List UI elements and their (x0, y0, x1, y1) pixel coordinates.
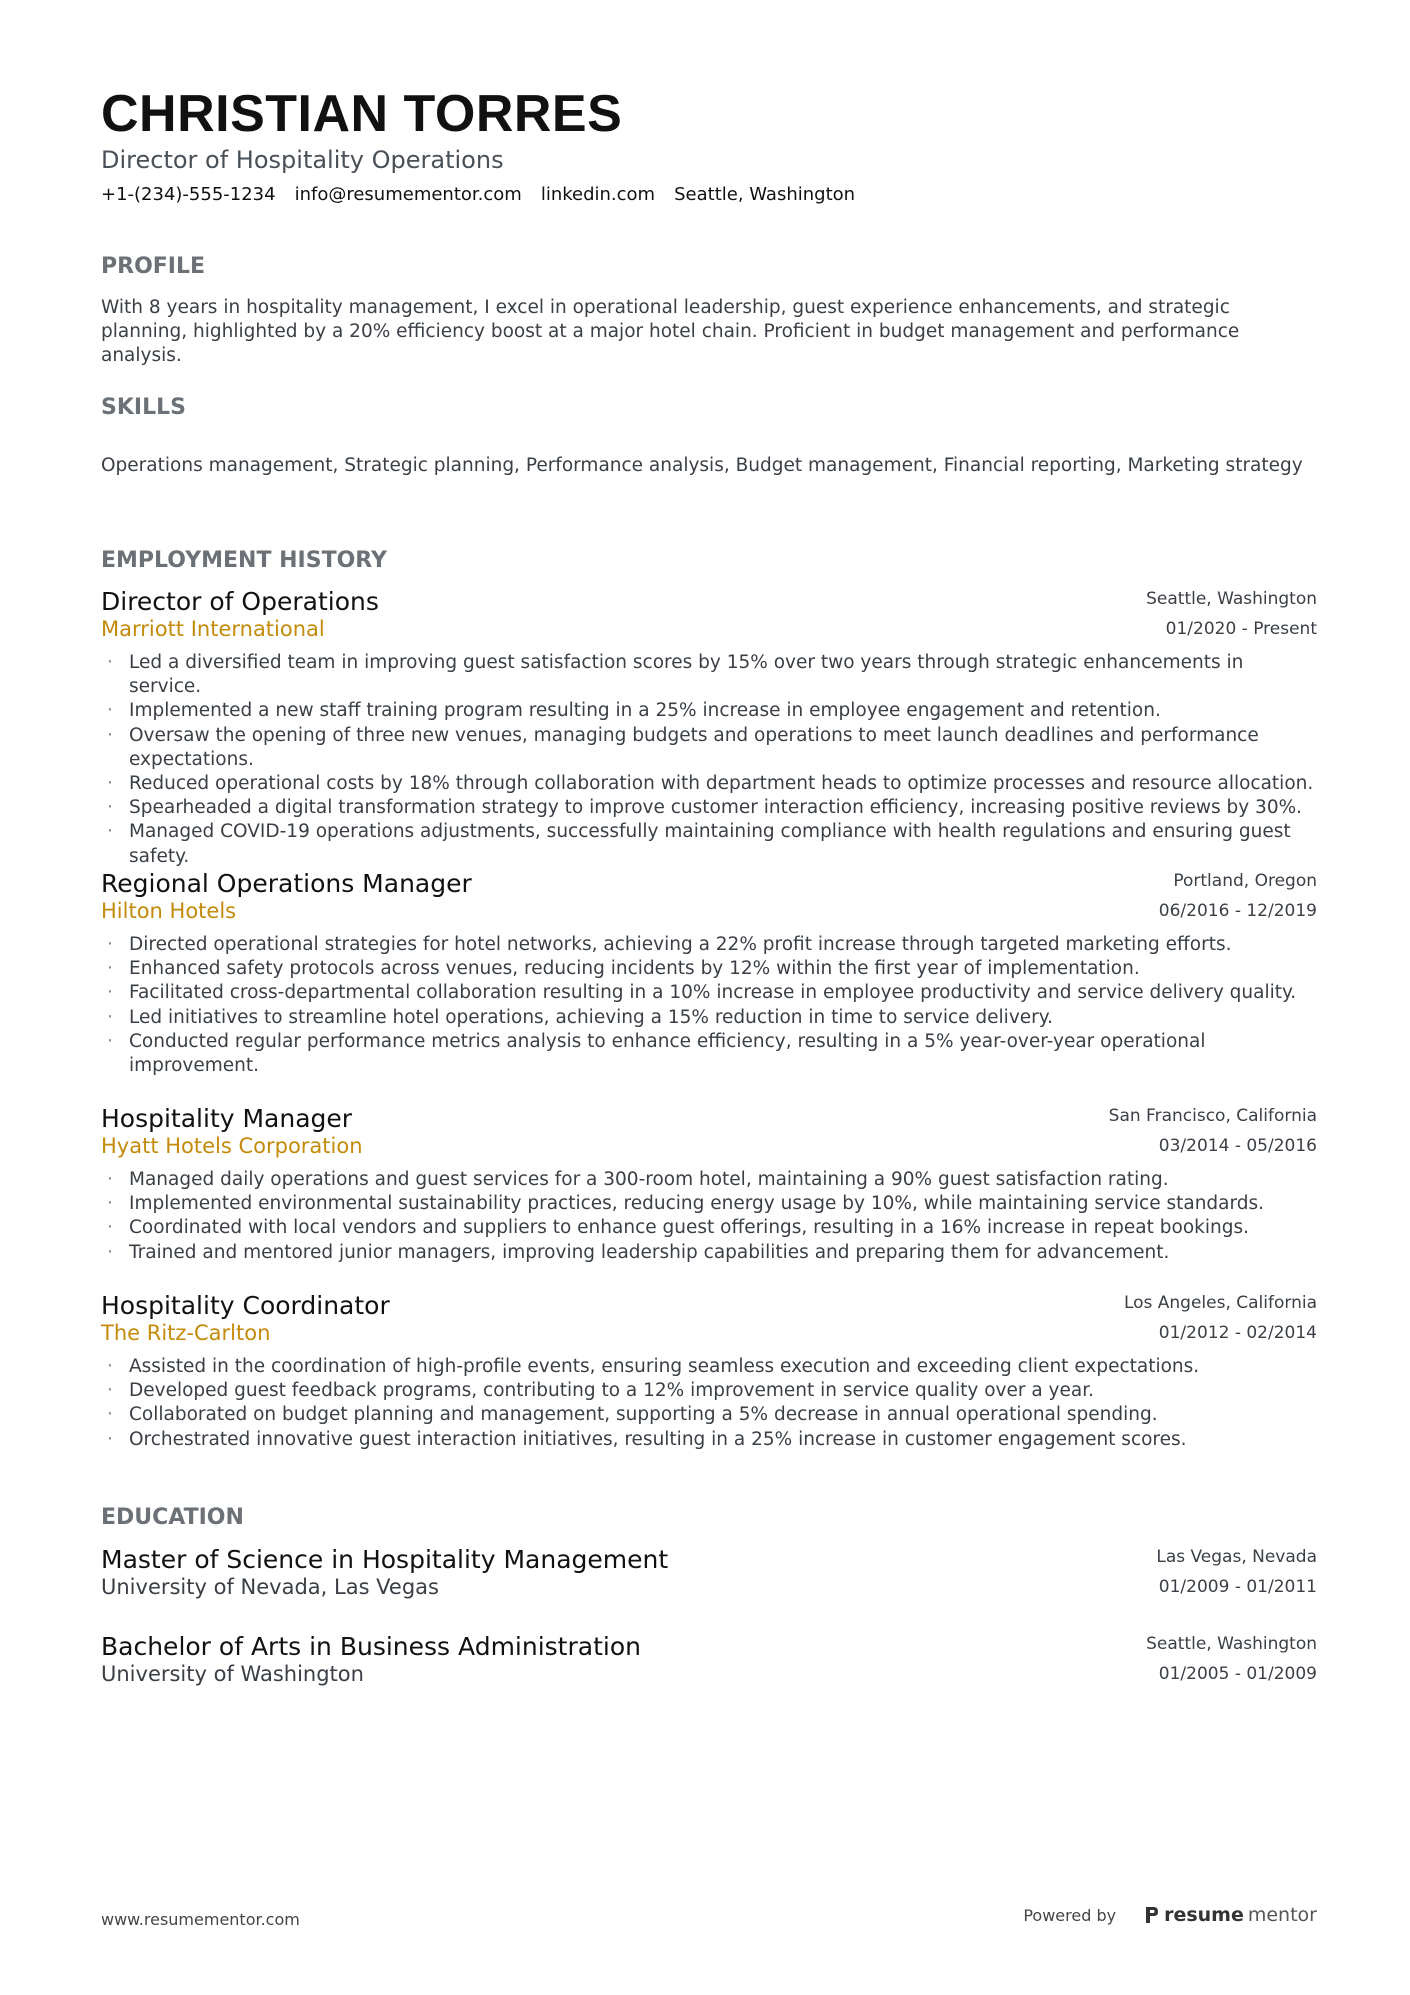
brand-name-part2: mentor (1247, 1904, 1317, 1926)
education-location: Seattle, Washington (1146, 1634, 1317, 1654)
list-item: · Orchestrated innovative guest interaction initiatives, resulting in a 25% increase in customer engagement scores. (107, 1428, 1187, 1450)
job-bullets (101, 933, 1317, 1078)
job-role: Director of Operations (101, 587, 379, 616)
education-dates: 01/2009 - 01/2011 (1158, 1577, 1317, 1597)
list-item: · Enhanced safety protocols across venues, reducing incidents by 12% within the first year of implementation. (107, 958, 1140, 980)
job-subheader (101, 899, 1317, 929)
job-header (101, 587, 1317, 617)
job-role: Hospitality Coordinator (101, 1291, 390, 1320)
education-header (101, 1545, 1317, 1575)
job-subheader (101, 617, 1317, 647)
contact-phone: +1-(234)-555-1234 (101, 184, 276, 205)
education-degree: Master of Science in Hospitality Management (101, 1545, 669, 1574)
brand-name-part1: resume (1164, 1904, 1244, 1926)
job-dates: 06/2016 - 12/2019 (1158, 901, 1317, 921)
list-item: · Coordinated with local vendors and suppliers to enhance guest offerings, resulting in a 16% increase in repeat bookings. (107, 1217, 1249, 1239)
footer-website[interactable]: www.resumementor.com (101, 1910, 300, 1929)
powered-by-label: Powered by (1023, 1905, 1117, 1925)
skills-heading: SKILLS (101, 395, 186, 420)
resumementor-logo-icon (1144, 1905, 1160, 1925)
job-dates: 03/2014 - 05/2016 (1158, 1136, 1317, 1156)
candidate-name: CHRISTIAN TORRES (101, 85, 623, 143)
profile-heading: PROFILE (101, 254, 206, 279)
job-bullets (101, 1355, 1317, 1452)
candidate-title: Director of Hospitality Operations (101, 146, 504, 174)
job-role: Regional Operations Manager (101, 869, 472, 898)
profile-text: With 8 years in hospitality management, I excel in operational leadership, guest experience enhancements, and strategic planning, highlighted by a 20% efficiency boost at a major hotel chain. Proficient in budget management and performance analysis. (101, 297, 1240, 366)
job-header (101, 869, 1317, 899)
education-location: Las Vegas, Nevada (1156, 1547, 1317, 1567)
list-item: · Led a diversified team in improving guest satisfaction scores by 15% over two years through strategic enhancements in service. (107, 652, 1244, 698)
employment-heading: EMPLOYMENT HISTORY (101, 548, 387, 573)
skills-text: Operations management, Strategic planning, Performance analysis, Budget management, Financial reporting, Marketing strategy (101, 455, 1303, 476)
list-item: · Managed COVID-19 operations adjustments, successfully maintaining compliance with health regulations and ensuring guest safety. (107, 821, 1291, 867)
education-subheader (101, 1662, 1317, 1692)
list-item: · Facilitated cross-departmental collaboration resulting in a 10% increase in employee productivity and service delivery quality. (107, 982, 1297, 1004)
job-location: San Francisco, California (1108, 1106, 1317, 1126)
list-item: · Reduced operational costs by 18% through collaboration with department heads to optimize processes and resource allocation. (107, 773, 1314, 795)
education-school: University of Nevada, Las Vegas (101, 1575, 439, 1599)
education-school: University of Washington (101, 1662, 364, 1686)
list-item: · Spearheaded a digital transformation strategy to improve customer interaction efficiency, increasing positive reviews by 30%. (107, 797, 1303, 819)
job-location: Seattle, Washington (1146, 589, 1317, 609)
job-location: Los Angeles, California (1123, 1293, 1317, 1313)
contact-linkedin: linkedin.com (540, 184, 656, 205)
list-item: · Implemented environmental sustainability practices, reducing energy usage by 10%, while maintaining service standards. (107, 1193, 1265, 1215)
list-item: · Developed guest feedback programs, contributing to a 12% improvement in service quality over a year. (107, 1380, 1094, 1402)
job-bullets (101, 651, 1317, 869)
job-subheader (101, 1134, 1317, 1164)
list-item: · Oversaw the opening of three new venues, managing budgets and operations to meet launch deadlines and performance expectations. (107, 724, 1259, 770)
contact-email: info@resumementor.com (294, 184, 522, 205)
list-item: · Collaborated on budget planning and management, supporting a 5% decrease in annual operational spending. (107, 1404, 1158, 1426)
list-item: · Assisted in the coordination of high-profile events, ensuring seamless execution and exceeding client expectations. (107, 1356, 1200, 1377)
job-role: Hospitality Manager (101, 1104, 353, 1133)
education-header (101, 1632, 1317, 1662)
education-heading: EDUCATION (101, 1505, 244, 1530)
brand-logo[interactable] (1144, 1904, 1317, 1926)
list-item: · Directed operational strategies for hotel networks, achieving a 22% profit increase through targeted marketing efforts. (107, 934, 1232, 955)
contact-location: Seattle, Washington (674, 184, 856, 205)
contact-line (101, 184, 855, 205)
list-item: · Trained and mentored junior managers, improving leadership capabilities and preparing them for advancement. (107, 1241, 1170, 1263)
job-company: Marriott International (101, 617, 325, 641)
job-bullets (101, 1168, 1317, 1265)
education-dates: 01/2005 - 01/2009 (1158, 1664, 1317, 1684)
education-degree: Bachelor of Arts in Business Administration (101, 1632, 641, 1661)
job-header (101, 1104, 1317, 1134)
list-item: · Implemented a new staff training program resulting in a 25% increase in employee engagement and retention. (107, 700, 1161, 722)
list-item: · Managed daily operations and guest services for a 300-room hotel, maintaining a 90% guest satisfaction rating. (107, 1169, 1169, 1190)
education-subheader (101, 1575, 1317, 1605)
job-header (101, 1291, 1317, 1321)
list-item: · Conducted regular performance metrics analysis to enhance efficiency, resulting in a 5% year-over-year operational improvement. (107, 1030, 1206, 1077)
footer-branding (1023, 1904, 1317, 1926)
job-subheader (101, 1321, 1317, 1351)
job-location: Portland, Oregon (1173, 871, 1317, 891)
job-dates: 01/2012 - 02/2014 (1158, 1323, 1317, 1343)
job-company: Hilton Hotels (101, 899, 237, 923)
list-item: · Led initiatives to streamline hotel operations, achieving a 15% reduction in time to service delivery. (107, 1006, 1053, 1028)
job-company: Hyatt Hotels Corporation (101, 1134, 363, 1158)
job-company: The Ritz-Carlton (101, 1321, 271, 1345)
job-dates: 01/2020 - Present (1165, 619, 1317, 639)
